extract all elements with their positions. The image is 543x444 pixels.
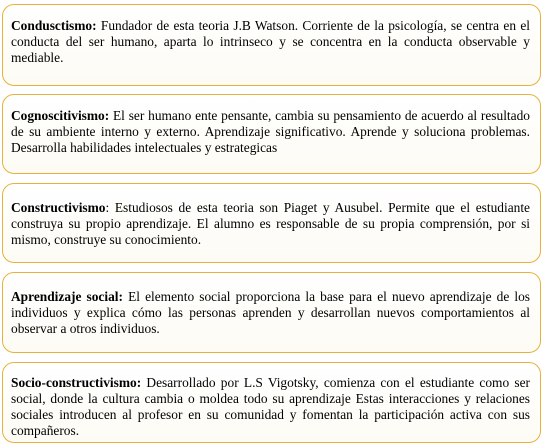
concept-term: Condusctismo:	[11, 18, 97, 33]
concept-description: Desarrollado por L.S Vigotsky, comienza con el estudiante como ser social, donde la cultura cambia o moldea todo su aprendizaje Estas interacciones y relaciones sociales introducen al profesor en su comunidad y fomentan la participación activa con sus compañeros.	[11, 375, 530, 438]
concept-description: El ser humano ente pensante, cambia su pensamiento de acuerdo al resultado de su ambiente interno y externo. Aprendizaje significativo. Aprende y soluciona problemas. Desarrolla habilidades intelectuales y estrategicas	[11, 108, 530, 155]
concept-term: Cognoscitivismo:	[11, 108, 110, 123]
concept-term: Aprendizaje social:	[11, 289, 123, 304]
concept-box-cognoscitivismo	[2, 94, 541, 174]
concept-description: Fundador de esta teoria J.B Watson. Corriente de la psicología, se centra en el conducta del ser humano, aparta lo intrinseco y se concentra en la conducta observable y mediable.	[11, 18, 530, 65]
concept-box-conductismo	[2, 4, 541, 86]
concept-description: : Estudiosos de esta teoria son Piaget y Ausubel. Permite que el estudiante construya su propio aprendizaje. El alumno es responsable de su propia comprensión, por si mismo, construye su conocimiento.	[11, 200, 530, 247]
concept-box-socio-constructivismo	[2, 362, 541, 443]
concept-box-constructivismo	[2, 183, 541, 263]
concept-term: Constructivismo	[11, 200, 106, 215]
concept-term: Socio-constructivismo:	[11, 375, 142, 390]
concept-box-aprendizaje-social	[2, 272, 541, 353]
concept-description: El elemento social proporciona la base para el nuevo aprendizaje de los individuos y explica cómo las personas aprenden y desarrollan nuevos comportamientos al observar a otros individuos.	[11, 289, 530, 336]
